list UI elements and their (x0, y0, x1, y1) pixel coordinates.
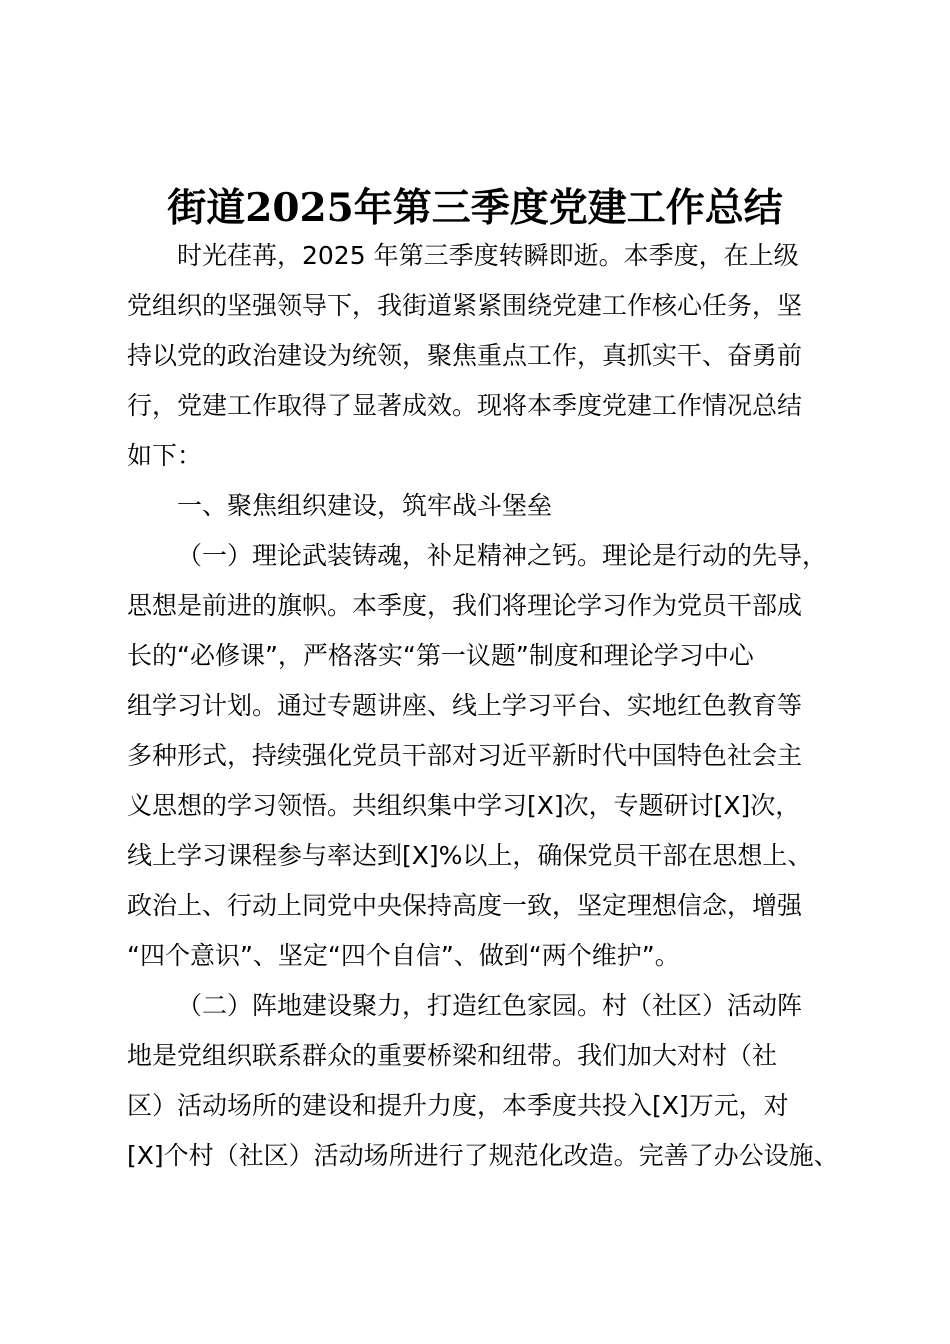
text-line: 线上学习课程参与率达到[X]%以上，确保党员干部在思想上、 (127, 841, 813, 870)
text-line: 如下： (127, 441, 203, 470)
text-line: 区）活动场所的建设和提升力度，本季度共投入[X]万元，对 (127, 1091, 789, 1120)
text-line: （二）阵地建设聚力，打造红色家园。村（社区）活动阵 (177, 991, 803, 1020)
text-line: 多种形式，持续强化党员干部对习近平新时代中国特色社会主 (127, 741, 803, 770)
text-line: 一、聚焦组织建设，筑牢战斗堡垒 (177, 491, 553, 520)
paragraph (127, 981, 837, 1181)
text-line: 组学习计划。通过专题讲座、线上学习平台、实地红色教育等 (127, 691, 803, 720)
paragraph (127, 231, 837, 481)
text-line: 地是党组织联系群众的重要桥梁和纽带。我们加大对村（社 (127, 1041, 778, 1070)
text-line: [X]个村（社区）活动场所进行了规范化改造。完善了办公设施、 (127, 1141, 839, 1170)
text-line: 时光荏苒，2025 年第三季度转瞬即逝。本季度，在上级 (177, 241, 799, 270)
text-line: “四个意识”、坚定“四个自信”、做到“两个维护”。 (127, 941, 680, 970)
document-title: 街道2025年第三季度党建工作总结 (167, 185, 783, 231)
text-line: 长的“必修课”，严格落实“第一议题”制度和理论学习中心 (127, 641, 754, 670)
text-line: 思想是前进的旗帜。本季度，我们将理论学习作为党员干部成 (127, 591, 803, 620)
text-line: （一）理论武装铸魂，补足精神之钙。理论是行动的先导， (177, 541, 828, 570)
text-line: 党组织的坚强领导下，我街道紧紧围绕党建工作核心任务，坚 (127, 291, 803, 320)
text-line: 义思想的学习领悟。共组织集中学习[X]次，专题研讨[X]次， (127, 791, 801, 820)
paragraph (127, 531, 837, 981)
section-heading (127, 481, 837, 531)
text-line: 政治上、行动上同党中央保持高度一致，坚定理想信念，增强 (127, 891, 803, 920)
document-body (127, 231, 837, 1181)
text-line: 持以党的政治建设为统领，聚焦重点工作，真抓实干、奋勇前 (127, 341, 803, 370)
text-line: 行，党建工作取得了显著成效。现将本季度党建工作情况总结 (127, 391, 803, 420)
